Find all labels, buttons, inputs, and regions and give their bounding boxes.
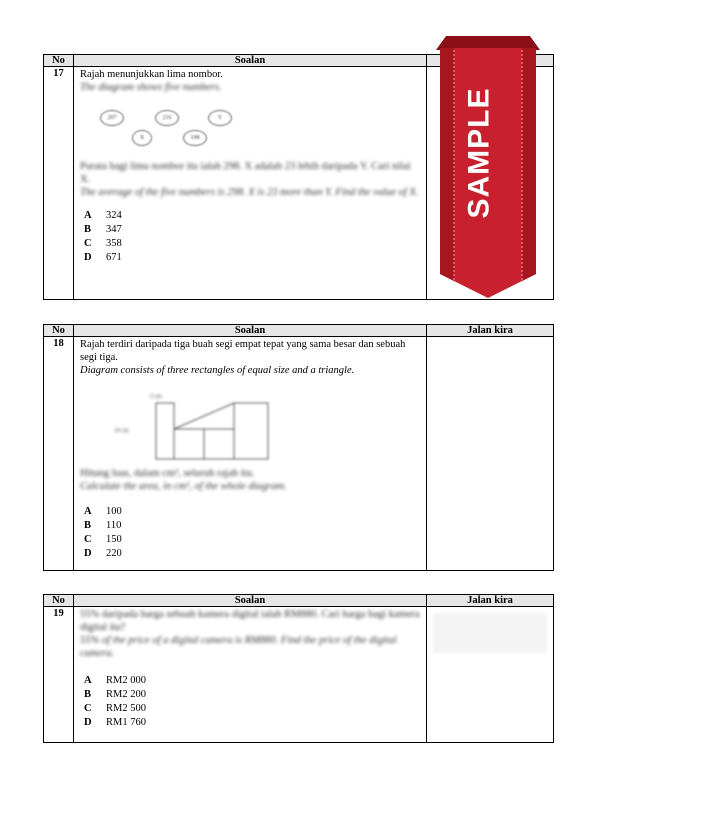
- blurred-working: [433, 613, 547, 653]
- option-a: A 100: [84, 506, 122, 517]
- question-19-table: [43, 594, 554, 743]
- number-diagram: [80, 94, 422, 160]
- header-no: No: [44, 55, 74, 67]
- number-circle: X: [132, 130, 152, 146]
- header-work: Jalan kira: [427, 325, 554, 337]
- question-body-en: Calculate the area, in cm², of the whole diagram.: [80, 481, 287, 492]
- question-body: [74, 607, 427, 743]
- working-area: [427, 337, 554, 571]
- header-question: Soalan: [74, 325, 427, 337]
- question-number: 17: [44, 67, 74, 300]
- question-body-ms: 55% daripada harga sebuah kamera digital ialah RM880. Cari harga bagi kamera digital itu?: [80, 609, 420, 633]
- working-area: [427, 607, 554, 743]
- option-a: A RM2 000: [84, 675, 146, 686]
- question-text-ms: Rajah menunjukkan lima nombor.: [80, 69, 223, 80]
- question-body-ms: Purata bagi lima nombor itu ialah 298. X adalah 23 lebih daripada Y. Cari nilai X.: [80, 161, 411, 185]
- question-18-table: [43, 324, 554, 571]
- question-text-ms: Rajah terdiri daripada tiga buah segi empat tepat yang sama besar dan sebuah segi tiga.: [80, 339, 406, 363]
- options-list: [80, 209, 422, 265]
- option-d: D RM1 760: [84, 717, 146, 728]
- option-b: B 110: [84, 520, 122, 531]
- site-label: WWW.TESTPAPER.COM.MY: [700, 89, 710, 217]
- dimension-label: 5 cm: [150, 394, 162, 400]
- number-circle: 216: [155, 110, 179, 126]
- option-c: C 150: [84, 534, 122, 545]
- option-c: C 358: [84, 238, 122, 249]
- question-text-en: The diagram shows five numbers.: [80, 82, 222, 93]
- dimension-label: 10 cm: [114, 428, 129, 434]
- shape-drawing: [110, 379, 310, 469]
- question-number: 19: [44, 607, 74, 743]
- sample-watermark: [440, 58, 710, 248]
- header-question: Soalan: [74, 55, 427, 67]
- question-body-ms: Hitung luas, dalam cm², seluruh rajah itu.: [80, 468, 255, 479]
- question-body: [74, 67, 427, 300]
- question-number: 18: [44, 337, 74, 571]
- header-no: No: [44, 595, 74, 607]
- options-list: [80, 505, 422, 561]
- option-d: D 671: [84, 252, 122, 263]
- sample-label: SAMPLE: [462, 87, 496, 219]
- header-work: Jalan kira: [427, 595, 554, 607]
- question-body-en: The average of the five numbers is 298. X is 23 more than Y. Find the value of X.: [80, 187, 419, 198]
- question-text-en: Diagram consists of three rectangles of equal size and a triangle.: [80, 365, 355, 376]
- option-c: C RM2 500: [84, 703, 146, 714]
- header-question: Soalan: [74, 595, 427, 607]
- option-a: A 324: [84, 210, 122, 221]
- number-circle: 198: [183, 130, 207, 146]
- number-circle: 207: [100, 110, 124, 126]
- option-b: B RM2 200: [84, 689, 146, 700]
- question-body-en: 55% of the price of a digital camera is RM880. Find the price of the digital camera.: [80, 635, 397, 659]
- option-b: B 347: [84, 224, 122, 235]
- option-d: D 220: [84, 548, 122, 559]
- number-circle: Y: [208, 110, 232, 126]
- question-body: [74, 337, 427, 571]
- header-no: No: [44, 325, 74, 337]
- shape-diagram: [80, 377, 422, 467]
- options-list: [80, 674, 422, 730]
